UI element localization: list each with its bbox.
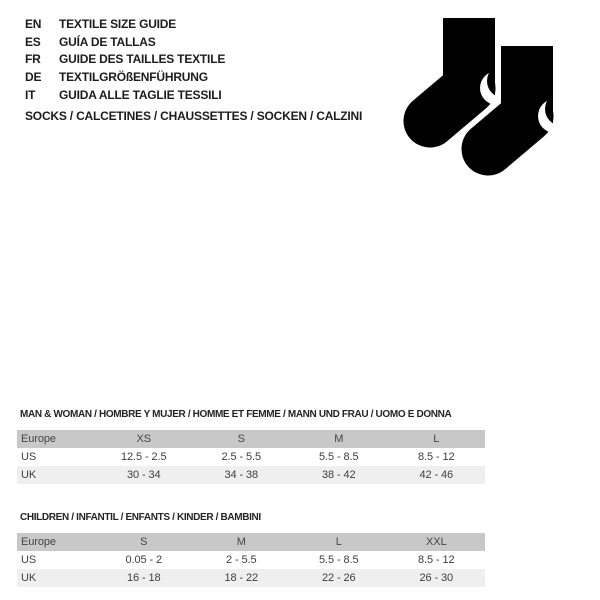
row-label: UK	[21, 572, 37, 584]
size-cell: 2.5 - 5.5	[221, 451, 261, 463]
size-cell: 16 - 18	[126, 572, 161, 584]
size-cell: 26 - 30	[419, 572, 454, 584]
column-header-region: Europe	[21, 433, 56, 445]
table-row-uk	[17, 466, 485, 484]
column-header-region: Europe	[21, 536, 56, 548]
language-code: EN	[25, 16, 42, 31]
size-cell: 18 - 22	[224, 572, 259, 584]
table-header-row	[17, 533, 485, 551]
size-cell: 5.5 - 8.5	[319, 554, 359, 566]
language-code: FR	[25, 52, 41, 67]
socks-icon	[398, 8, 578, 188]
column-header-size: L	[335, 536, 342, 548]
size-cell: 5.5 - 8.5	[319, 451, 359, 463]
size-cell: 8.5 - 12	[417, 554, 455, 566]
table-title: MAN & WOMAN / HOMBRE Y MUJER / HOMME ET FEMME / MANN UND FRAU / UOMO E DONNA	[20, 409, 452, 420]
size-cell: 12.5 - 2.5	[121, 451, 167, 463]
column-header-size: M	[236, 536, 246, 548]
size-cell: 0.05 - 2	[125, 554, 162, 566]
column-header-size: XXL	[426, 536, 447, 548]
size-cell: 34 - 38	[224, 469, 259, 481]
adult-size-table	[17, 409, 485, 484]
size-cell: 8.5 - 12	[417, 451, 455, 463]
language-label: TEXTILE SIZE GUIDE	[59, 16, 177, 31]
language-row-en	[25, 15, 225, 33]
column-header-size: XS	[136, 433, 151, 445]
language-code: ES	[25, 34, 41, 49]
category-title: SOCKS / CALCETINES / CHAUSSETTES / SOCKEN / CALZINI	[25, 109, 363, 123]
language-label: TEXTILGRÖßENFÜHRUNG	[59, 70, 208, 85]
table-row-uk	[17, 569, 485, 587]
language-code: IT	[25, 88, 36, 103]
language-row-fr	[25, 51, 225, 69]
language-row-es	[25, 33, 225, 51]
language-row-it	[25, 86, 225, 104]
language-list	[25, 15, 225, 104]
language-label: GUIDA ALLE TAGLIE TESSILI	[59, 88, 222, 103]
table-row-us	[17, 448, 485, 466]
row-label: US	[21, 451, 37, 463]
size-cell: 22 - 26	[321, 572, 356, 584]
size-cell: 30 - 34	[126, 469, 161, 481]
column-header-size: L	[433, 433, 440, 445]
size-cell: 38 - 42	[321, 469, 356, 481]
table-row-us	[17, 551, 485, 569]
size-cell: 42 - 46	[419, 469, 454, 481]
language-label: GUÍA DE TALLAS	[59, 34, 156, 49]
column-header-size: S	[237, 433, 245, 445]
table-header-row	[17, 430, 485, 448]
row-label: US	[21, 554, 37, 566]
table-title: CHILDREN / INFANTIL / ENFANTS / KINDER / BAMBINI	[20, 512, 261, 523]
children-size-table	[17, 512, 485, 587]
column-header-size: S	[140, 536, 148, 548]
size-cell: 2 - 5.5	[226, 554, 257, 566]
language-code: DE	[25, 70, 42, 85]
language-row-de	[25, 68, 225, 86]
row-label: UK	[21, 469, 37, 481]
language-label: GUIDE DES TAILLES TEXTILE	[59, 52, 226, 67]
column-header-size: M	[334, 433, 344, 445]
